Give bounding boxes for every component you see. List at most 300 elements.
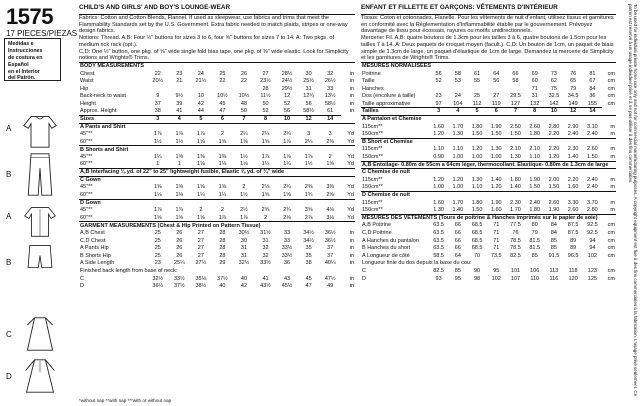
table-cell: 101 (510, 267, 521, 274)
table-cell: 1⅝ (240, 138, 248, 145)
table-cell: 32 (262, 245, 269, 252)
table-cell: 1.90 (529, 176, 541, 183)
table-cell: 93 (435, 275, 442, 282)
table-cell: 2.10 (529, 146, 541, 153)
table-cell: 81.5 (529, 237, 541, 244)
table-cell: 2¼ (240, 131, 248, 138)
table-cell: 61 (327, 108, 334, 115)
table-row (79, 78, 355, 86)
table-cell: 4 (448, 108, 467, 116)
table-cell: 58 (512, 78, 519, 85)
row-label: A,B Entoilage- 0.80m de 55cm a 64cm léger, thermocollant. Elastique- 0.80m de 1.3cm de large (361, 161, 616, 169)
table-cell: 26 (176, 229, 183, 236)
table-cell: 33 (283, 229, 291, 236)
table-cell: 1.80 (529, 206, 541, 213)
table-cell: 1.50 (510, 131, 521, 138)
row-label: Longueur finie du dos depuis la base du cou: (362, 260, 472, 267)
table-row (361, 199, 616, 207)
table-cell: 67 (589, 78, 596, 85)
fabrics-text: Fabrics: Cotton and Cotton Blends, Flannel. If used as sleepwear, use fabrics and trims that meet the Flammability Standards set by the U.S. Government. Extra fabric needed to match plaids, stripes or one-way design fabrics. (79, 15, 348, 35)
english-title: CHILD'S AND GIRLS' AND BOY'S LOUNGE-WEAR (79, 4, 231, 11)
table-cell: 32 (262, 252, 269, 259)
row-label: B Shorts Hip (80, 252, 111, 259)
table-cell: 68.5 (471, 229, 483, 236)
table-cell: 6 (487, 108, 506, 116)
table-cell: 7 (233, 116, 255, 124)
table-cell: 1.10 (433, 146, 444, 153)
table-cell: 4 (169, 116, 191, 124)
table-cell: 1 (156, 161, 160, 168)
table-cell: 76 (512, 229, 519, 236)
french-column (361, 4, 616, 283)
table-cell: 1⅞ (283, 154, 291, 161)
table-cell (487, 85, 506, 93)
table-cell: 81.5 (529, 245, 541, 252)
table-cell: in (349, 283, 354, 290)
table-cell: 2¼ (283, 131, 291, 138)
table-cell: 40 (240, 275, 248, 282)
table-cell: 31 (240, 252, 248, 259)
table-cell: 22 (154, 70, 161, 77)
table-cell: 32½ (152, 275, 164, 282)
table-cell (212, 85, 234, 93)
table-cell: 1½ (175, 138, 184, 145)
table-cell: 1¼ (218, 191, 227, 198)
table-cell: 2¼ (261, 131, 270, 138)
table-cell: 1¼ (153, 154, 162, 161)
table-cell: 1.90 (548, 206, 560, 213)
table-cell: 44 (197, 108, 204, 115)
table-row (79, 229, 355, 237)
table-cell: 1⅞ (153, 131, 162, 138)
row-label: D Chemise de nuit (361, 192, 616, 200)
table-cell: 1.20 (433, 176, 444, 183)
row-label: 115cm** (362, 199, 383, 206)
row-label: 45"** (80, 207, 93, 214)
table-cell: 1.10 (529, 153, 541, 160)
table-cell: 1.10 (471, 184, 483, 191)
table-cell: 2.20 (548, 131, 560, 138)
medidas-line: Medidas e Instrucciones (8, 41, 43, 54)
table-cell: 2⅞ (304, 214, 313, 221)
table-cell: 1⅛ (153, 191, 162, 198)
table-cell: 1⅞ (197, 131, 205, 138)
table-cell: in (349, 245, 354, 252)
table-cell: 2½ (240, 207, 248, 214)
table-cell: cm (607, 267, 615, 274)
table-row (79, 131, 355, 139)
table-cell: in (349, 237, 354, 244)
row-label: C,D Chest (80, 237, 106, 244)
figure-gown-d (22, 356, 58, 396)
table-cell: in (349, 252, 354, 259)
table-cell: 45½ (281, 283, 293, 290)
table-cell: 33 (283, 237, 291, 244)
table-cell: 60 (531, 78, 538, 85)
table-cell: cm (607, 93, 615, 100)
table-cell: 77.5 (510, 222, 521, 229)
table-cell: 27 (493, 93, 500, 100)
table-row (361, 62, 616, 70)
table-cell: 2.60 (548, 199, 560, 206)
table-cell: 25 (154, 245, 161, 252)
table-cell: m (610, 153, 615, 160)
table-row (361, 100, 616, 108)
table-cell: 71 (493, 222, 500, 229)
row-label: A Side Length (80, 260, 115, 267)
table-row (79, 192, 355, 200)
table-cell: 58 (454, 70, 461, 77)
table-cell: cm (607, 78, 615, 85)
table-cell: 78.5 (510, 245, 521, 252)
table-cell: 2⅝ (261, 207, 270, 214)
table-cell: cm (607, 100, 615, 107)
table-cell: 28 (219, 245, 226, 252)
table-row (79, 237, 355, 245)
table-cell: in (349, 108, 354, 115)
table-cell: 24 (197, 70, 204, 77)
table-cell: 1⅝ (175, 214, 184, 221)
table-cell: 45 (305, 275, 312, 282)
table-cell: 36 (283, 260, 291, 267)
row-label: Hip (80, 85, 89, 92)
table-cell: 87.5 (567, 222, 579, 229)
copyright-notice: To be used for individual private home use only and not for commercial manufacturing purposes. A copyright equipment est fixe à des fins commerciales à la fabrication. L'usage privé seulement. Ce patron est réservé à un usage individuel privé et à ne pas utiliser à des fins commerciales. (627, 4, 638, 397)
table-cell: 5 (190, 116, 212, 124)
table-row (361, 214, 616, 222)
table-cell: 1⅝ (218, 184, 227, 191)
table-cell: 27½ (195, 260, 207, 267)
table-cell: 106 (530, 267, 540, 274)
table-cell: 1.00 (471, 153, 483, 160)
table-cell: 71 (493, 229, 500, 236)
table-cell: 42 (240, 283, 248, 290)
table-row (361, 176, 616, 184)
table-cell: 1½ (304, 161, 313, 168)
table-cell: 110 (530, 275, 540, 282)
table-cell: 1.60 (567, 184, 579, 191)
table-row (79, 222, 355, 230)
figure-shirt-a (22, 112, 58, 150)
table-cell: 31 (531, 93, 538, 100)
table-cell: 2.20 (548, 146, 560, 153)
table-cell: 25¼ (173, 260, 185, 267)
table-cell: 91.5 (548, 252, 560, 259)
table-cell: 1.50 (471, 131, 483, 138)
table-cell: 28 (219, 237, 226, 244)
table-cell: 33½ (260, 260, 271, 267)
table-cell: Yd (347, 191, 354, 198)
table-cell: 43½ (260, 283, 271, 290)
medidas-line: en el Interior (8, 68, 40, 75)
row-label: 150cm** (362, 153, 383, 160)
table-cell: 23 (435, 93, 442, 100)
table-cell: 56 (305, 100, 312, 107)
table-cell: 7 (506, 108, 525, 116)
row-label: D (362, 275, 366, 282)
table-cell: 1.10 (452, 146, 464, 153)
table-cell: 1.20 (490, 184, 502, 191)
table-cell: 78.5 (510, 237, 521, 244)
table-cell: 2⅝ (326, 191, 335, 198)
table-cell: Yd (347, 131, 354, 138)
table-cell: 25 (154, 229, 161, 236)
table-cell: 94 (589, 245, 596, 252)
table-cell: 1⅞ (240, 214, 248, 221)
table-cell: 1.00 (452, 184, 464, 191)
table-cell: 38 (305, 260, 312, 267)
table-cell: 1⅝ (153, 214, 162, 221)
table-cell: 11½ (260, 93, 271, 100)
row-label: Finished back length from base of neck: (80, 267, 178, 274)
table-cell: 3.30 (567, 199, 579, 206)
right-measurement-table (361, 62, 616, 283)
table-cell: 2.60 (529, 123, 541, 130)
table-cell: 29 (219, 260, 226, 267)
table-cell: 53 (454, 78, 461, 85)
table-cell: 95 (493, 267, 500, 274)
row-label: 115cm** (362, 123, 383, 130)
medidas-line: de costura en Español (8, 54, 43, 68)
table-cell: 80 (531, 222, 538, 229)
row-label: C (80, 275, 84, 282)
table-cell: 113 (549, 267, 559, 274)
table-cell: 2.80 (548, 123, 560, 130)
table-cell: 89 (570, 245, 577, 252)
table-cell: 14 (583, 108, 602, 116)
table-cell: 1.40 (567, 153, 579, 160)
table-cell (233, 85, 255, 93)
table-cell: 92.5 (587, 222, 598, 229)
table-cell: 66 (454, 229, 461, 236)
table-row (79, 85, 355, 93)
table-cell: 1⅝ (261, 191, 270, 198)
row-label: Poitrine (362, 70, 381, 77)
left-measurement-table (79, 62, 355, 290)
row-label: 45"** (80, 154, 93, 161)
table-cell: 1.60 (490, 206, 502, 213)
table-cell: 1⅞ (304, 154, 313, 161)
table-cell: 63.5 (433, 245, 444, 252)
table-cell: 63.5 (433, 229, 444, 236)
table-row (79, 108, 355, 116)
table-row (361, 146, 616, 154)
table-row (361, 131, 616, 139)
table-cell: 31 (240, 245, 248, 252)
table-cell: 27 (197, 245, 204, 252)
table-cell: 1 (177, 161, 181, 168)
row-label: A Hanches du pantalon (362, 237, 419, 244)
nap-footnote: *without nap **with nap ***with or without nap (79, 398, 172, 403)
table-cell: 30 (240, 237, 248, 244)
table-cell: 85 (531, 252, 538, 259)
table-cell: 3.10 (587, 123, 598, 130)
table-cell: 1¼ (283, 161, 291, 168)
row-label: Hanches (362, 85, 384, 92)
table-cell: 95 (454, 275, 461, 282)
row-label: A Pantalon et Chemise (361, 116, 616, 124)
row-label: A Longueur de côté (362, 252, 410, 259)
table-cell: 6 (212, 116, 234, 124)
pieces-count: 17 PIECES/PIEZAS (6, 29, 78, 38)
table-row (361, 184, 616, 192)
table-cell (147, 85, 169, 93)
table-cell: cm (607, 237, 615, 244)
table-cell: 20½ (152, 78, 164, 85)
table-cell: 35 (305, 252, 312, 259)
table-cell: 61 (473, 70, 481, 77)
table-cell: 2.60 (567, 206, 579, 213)
table-cell: 1⅝ (197, 138, 205, 145)
row-label: 150cm** (362, 206, 383, 213)
table-cell: m (610, 146, 615, 153)
table-row (79, 260, 355, 268)
table-cell: 1.20 (452, 176, 464, 183)
table-cell: 119 (491, 100, 501, 107)
table-cell: 64 (493, 70, 500, 77)
table-cell: 47 (305, 283, 312, 290)
row-label: A,B Chest (80, 229, 105, 236)
table-cell: 9½ (175, 93, 184, 100)
row-label: C Chemise de nuit (361, 169, 616, 177)
row-label: 60"** (80, 214, 93, 221)
table-cell: 24 (454, 93, 461, 100)
mercerie-text: Mercerie: Fil. A,B: quatre boutons de 1.3cm pour les tailles 3 à 6, quatre boutons de 1.5cm pour les tailles 7 à 14. A: Deux paquets de croquet moyen (facult.). C,D: Un bouton de 1cm, un paquet de biais simple de 1.3cm de large, un paquet d'élastique de 1cm de large. Demandez la mercerie de Simplicity et les garnitures de Wrights® Trims. (361, 35, 614, 62)
table-cell: 4⅛ (326, 207, 335, 214)
table-cell: 104 (453, 100, 463, 107)
table-cell: 10½ (238, 93, 250, 100)
table-cell: 31 (305, 85, 312, 92)
table-cell: 1.60 (433, 123, 444, 130)
table-row (361, 161, 616, 169)
table-cell: 1.00 (433, 184, 444, 191)
table-cell: 123 (587, 267, 597, 274)
row-label: Taille approximative (362, 100, 411, 107)
table-cell: 84 (550, 229, 557, 236)
table-cell: 2 (328, 154, 332, 161)
table-cell: 71 (531, 85, 538, 92)
table-cell: 73 (550, 70, 557, 77)
table-cell (467, 85, 486, 93)
row-label: A,B Poitrine (362, 222, 392, 229)
table-cell: 1.00 (490, 153, 502, 160)
table-cell: 2.80 (587, 206, 598, 213)
table-cell: 1⅜ (218, 154, 227, 161)
table-cell: 85 (454, 267, 461, 274)
table-cell: Yd (347, 154, 354, 161)
table-cell: 1.40 (490, 176, 502, 183)
table-cell: 37 (154, 100, 161, 107)
table-cell: 56 (283, 108, 291, 115)
table-cell: 28 (219, 229, 226, 236)
table-cell: 22 (219, 78, 226, 85)
table-cell: 63.5 (433, 222, 444, 229)
table-cell: 92.5 (587, 229, 598, 236)
row-label: MESURES DES VÊTEMENTS (Tours de poitrine & Hanches imprimés sur le papier de soie) (361, 214, 616, 222)
table-cell: 1½ (153, 138, 162, 145)
table-cell: 58½ (303, 108, 314, 115)
table-cell: 82.5 (510, 252, 521, 259)
table-row (361, 275, 616, 283)
table-cell: cm (607, 245, 615, 252)
table-row (361, 123, 616, 131)
row-label: B Hanches du short (362, 245, 411, 252)
row-label: 45"** (80, 184, 93, 191)
table-cell: 55 (473, 78, 481, 85)
table-cell: 127 (510, 100, 521, 107)
row-label: 150cm** (362, 184, 383, 191)
table-cell: m (610, 131, 615, 138)
table-row (79, 176, 355, 184)
row-label: Height (80, 100, 96, 107)
table-cell: 75 (550, 85, 557, 92)
table-cell: cm (607, 229, 615, 236)
table-cell: 37 (327, 245, 334, 252)
table-cell: in (349, 275, 354, 282)
table-cell: 26 (240, 70, 248, 77)
table-cell: 50 (262, 100, 269, 107)
table-cell: 38½ (195, 283, 207, 290)
table-cell: 112 (472, 100, 482, 107)
table-row (79, 245, 355, 253)
table-cell: 10 (544, 108, 563, 116)
table-cell: Yd (347, 138, 354, 145)
table-cell: 71 (493, 237, 500, 244)
table-row (79, 267, 355, 275)
table-cell: 107 (510, 275, 521, 282)
table-cell: 3 (147, 116, 169, 124)
table-cell: 1⅛ (197, 161, 205, 168)
table-row (79, 283, 355, 291)
table-cell: 1.50 (471, 206, 483, 213)
table-cell: 1¼ (261, 161, 270, 168)
table-cell: 2⅛ (283, 214, 291, 221)
row-label: Chest (80, 70, 95, 77)
table-cell: 2.10 (510, 146, 521, 153)
table-cell: 1.70 (510, 206, 521, 213)
table-cell: 2.50 (510, 123, 521, 130)
table-cell: 90 (473, 267, 481, 274)
spanish-instructions-box (4, 38, 61, 81)
table-cell (169, 85, 191, 93)
table-cell: 1.50 (490, 131, 502, 138)
table-cell: cm (607, 70, 615, 77)
table-cell: 2 (220, 131, 224, 138)
table-cell: 28½ (281, 70, 293, 77)
table-cell: 33½ (281, 245, 293, 252)
table-cell: 26 (176, 252, 183, 259)
row-label: D (80, 283, 84, 290)
table-cell: 97 (435, 100, 442, 107)
row-label: Taille (362, 78, 375, 85)
table-cell: 43 (283, 275, 291, 282)
figure-label: D (6, 372, 12, 381)
table-cell (506, 85, 525, 93)
table-cell: 1.90 (490, 199, 502, 206)
table-cell: 1⅞ (261, 154, 270, 161)
table-row (79, 123, 355, 131)
table-cell: 1.80 (510, 176, 521, 183)
table-cell: 73.5 (490, 252, 502, 259)
table-cell (429, 85, 448, 93)
table-row (79, 214, 355, 222)
table-cell: 58½ (324, 100, 336, 107)
cd-notions-text: C,D: One ½" button, one pkg. of ⅝" wide single fold bias tape, one pkg. of ⅜" wide elastic. Look for Simplicity notions and Wrights® Trims. (79, 48, 349, 62)
table-row (79, 161, 355, 169)
table-cell: 25 (219, 70, 226, 77)
table-row (361, 70, 616, 78)
table-cell: 3⅝ (304, 207, 313, 214)
